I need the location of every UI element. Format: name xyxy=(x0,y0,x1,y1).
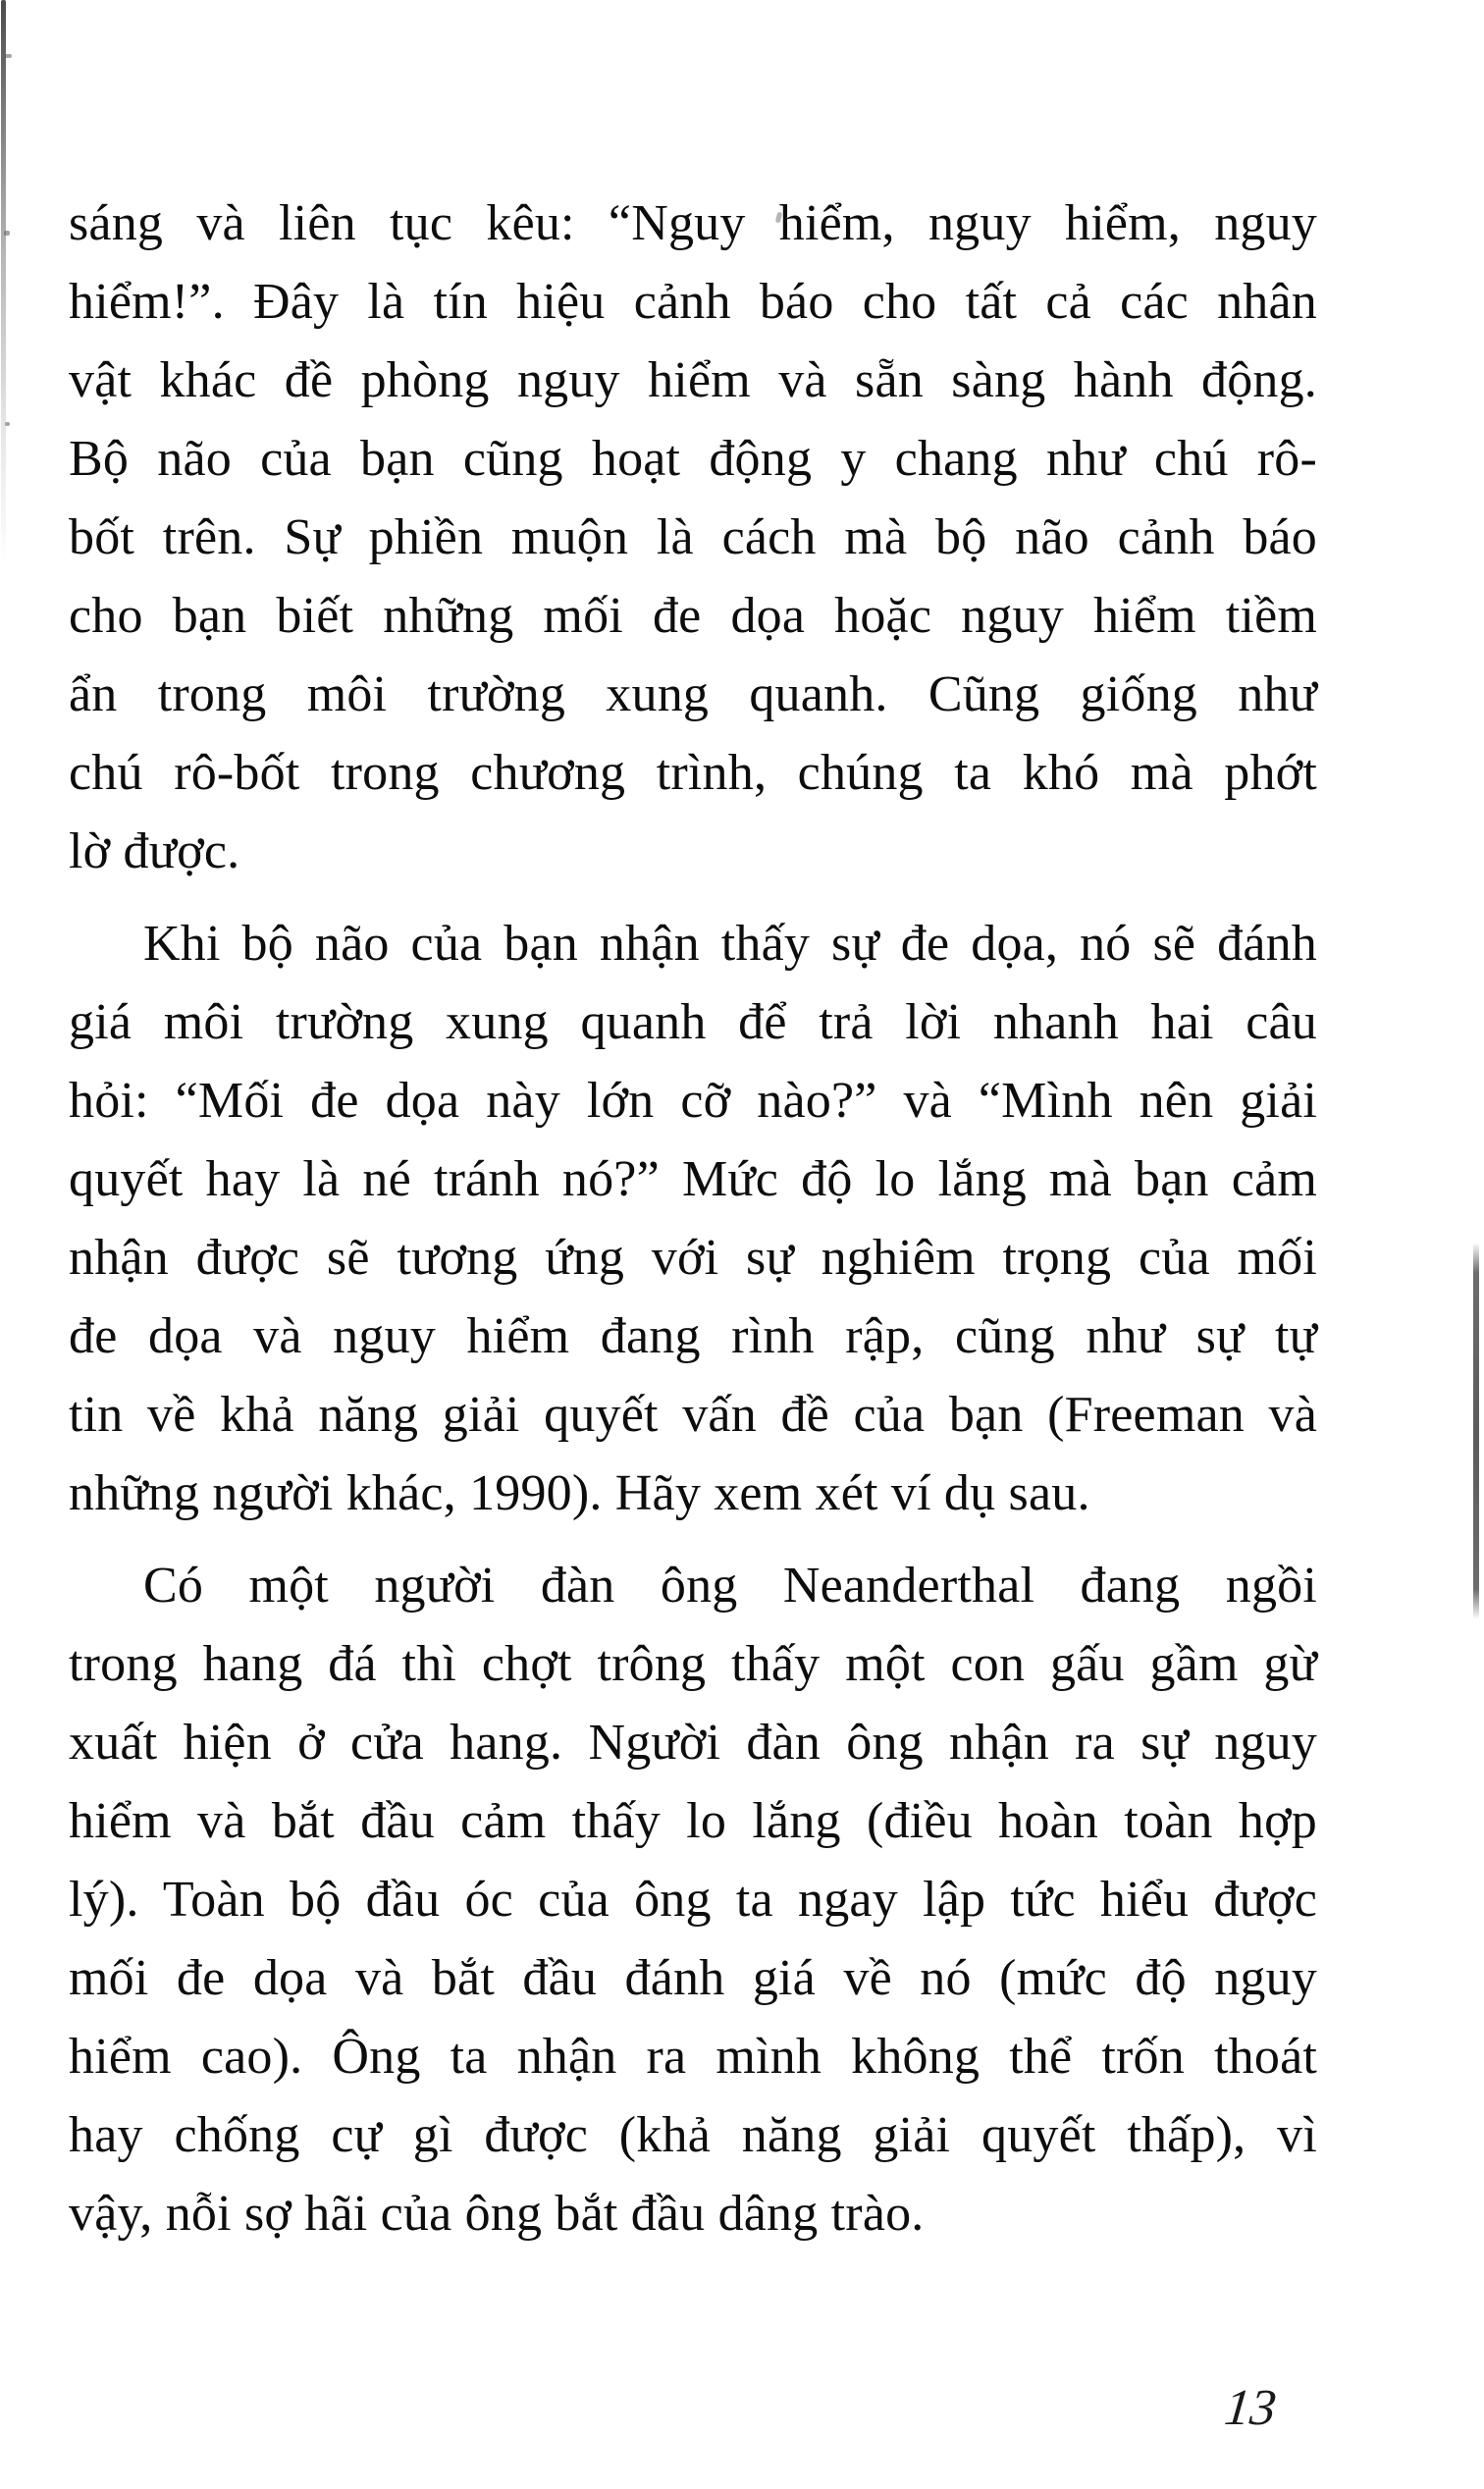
scan-speck xyxy=(5,422,10,426)
text-line: Có một người đàn ông Neanderthal đang ngồi xyxy=(143,1558,1317,1614)
page-number: 13 xyxy=(1222,2380,1279,2436)
text-line: mối đe dọa và bắt đầu đánh giá về nó (mức độ nguy xyxy=(69,1950,1317,2006)
text-line: xuất hiện ở cửa hang. Người đàn ông nhận ra sự nguy xyxy=(69,1715,1317,1771)
text-line: sáng và liên tục kêu: “Nguy hiểm, nguy hiểm, nguy xyxy=(69,195,1317,251)
scan-speck xyxy=(5,54,12,58)
text-line: cho bạn biết những mối đe dọa hoặc nguy hiểm tiềm xyxy=(69,588,1317,644)
text-line: hiểm cao). Ông ta nhận ra mình không thể trốn thoát xyxy=(69,2029,1317,2085)
text-line: giá môi trường xung quanh để trả lời nhanh hai câu xyxy=(69,994,1317,1050)
scan-edge-artifact-right xyxy=(1473,1243,1479,1619)
text-line: quyết hay là né tránh nó?” Mức độ lo lắng mà bạn cảm xyxy=(69,1151,1317,1207)
text-line: lý). Toàn bộ đầu óc của ông ta ngay lập tức hiểu được xyxy=(69,1872,1317,1928)
text-line: hay chống cự gì được (khả năng giải quyết thấp), vì xyxy=(69,2107,1317,2163)
scan-edge-artifact-left xyxy=(1,0,6,564)
text-line: đe dọa và nguy hiểm đang rình rập, cũng như sự tự xyxy=(69,1308,1317,1364)
text-line: hiểm!”. Đây là tín hiệu cảnh báo cho tất cả các nhân xyxy=(69,274,1317,330)
scan-speck xyxy=(4,231,10,236)
text-line: bốt trên. Sự phiền muộn là cách mà bộ não cảnh báo xyxy=(69,509,1317,565)
paragraph xyxy=(69,1547,1317,2253)
paragraph xyxy=(69,905,1317,1533)
text-line: những người khác, 1990). Hãy xem xét ví dụ sau. xyxy=(69,1465,1090,1521)
text-line: trong hang đá thì chợt trông thấy một con gấu gầm gừ xyxy=(69,1636,1317,1692)
text-line: vật khác đề phòng nguy hiểm và sẵn sàng hành động. xyxy=(69,352,1317,408)
text-line: chú rô-bốt trong chương trình, chúng ta khó mà phớt xyxy=(69,745,1317,801)
text-line: nhận được sẽ tương ứng với sự nghiêm trọng của mối xyxy=(69,1230,1317,1286)
text-line: hỏi: “Mối đe dọa này lớn cỡ nào?” và “Mình nên giải xyxy=(69,1073,1317,1129)
paragraph xyxy=(69,185,1317,891)
text-line: hiểm và bắt đầu cảm thấy lo lắng (điều hoàn toàn hợp xyxy=(69,1793,1317,1849)
text-line: lờ được. xyxy=(69,823,240,879)
text-line: tin về khả năng giải quyết vấn đề của bạn (Freeman và xyxy=(69,1387,1317,1443)
text-block xyxy=(69,185,1317,2253)
text-line: Bộ não của bạn cũng hoạt động y chang như chú rô- xyxy=(69,431,1317,487)
text-line: ẩn trong môi trường xung quanh. Cũng giống như xyxy=(69,666,1317,722)
text-line: Khi bộ não của bạn nhận thấy sự đe dọa, nó sẽ đánh xyxy=(143,916,1317,972)
text-line: vậy, nỗi sợ hãi của ông bắt đầu dâng trào. xyxy=(69,2186,925,2242)
